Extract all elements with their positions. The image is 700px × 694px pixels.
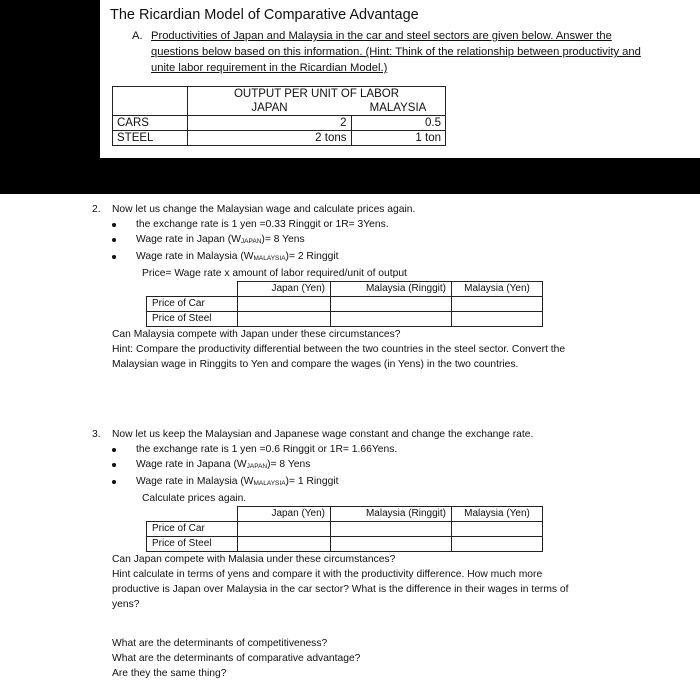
q3-bullet-exchange: the exchange rate is 1 yen =0.6 Ringgit or 1R= 1.66Yens. xyxy=(112,442,592,457)
row-price-car: Price of Car xyxy=(147,297,238,312)
section-a xyxy=(132,28,652,76)
section-a-label: A. xyxy=(132,30,143,42)
q3-bullet-wage-japan: Wage rate in Japana (WJAPAN)= 8 Yens xyxy=(112,457,592,474)
header-japan-yen: Japan (Yen) xyxy=(238,282,331,297)
steel-japan: 2 tons xyxy=(188,131,352,146)
cell-empty xyxy=(331,522,452,537)
cell-empty xyxy=(452,312,543,327)
header-malaysia-yen: Malaysia (Yen) xyxy=(452,282,543,297)
question-2-intro: Now let us change the Malaysian wage and calculate prices again. xyxy=(112,204,416,215)
q3-question: Can Japan compete with Malasia under these circumstances? xyxy=(112,554,396,565)
row-price-steel: Price of Steel xyxy=(147,312,238,327)
cars-malaysia: 0.5 xyxy=(351,116,446,131)
steel-malaysia: 1 ton xyxy=(351,131,446,146)
col-malaysia: MALAYSIA xyxy=(351,101,446,116)
row-label-steel: STEEL xyxy=(113,131,188,146)
output-per-labor-table xyxy=(112,86,446,146)
header-malaysia-ringgit: Malaysia (Ringgit) xyxy=(331,507,452,522)
cell-empty xyxy=(452,522,543,537)
cell-empty xyxy=(238,312,331,327)
output-table-header: OUTPUT PER UNIT OF LABOR xyxy=(188,87,446,102)
cell-empty xyxy=(331,312,452,327)
q3-hint: Hint calculate in terms of yens and compare it with the productivity difference. How much more productive is Japan over Malaysia in the car sector? What is the difference in their wages in terms of yens? xyxy=(112,569,569,610)
q2-question: Can Malaysia compete with Japan under these circumstances? xyxy=(112,329,401,340)
question-2-number: 2. xyxy=(92,204,101,215)
question-3 xyxy=(92,427,592,612)
blank-cell xyxy=(113,87,188,102)
row-price-steel: Price of Steel xyxy=(147,537,238,552)
q3-price-table xyxy=(146,506,543,552)
row-price-car: Price of Car xyxy=(147,522,238,537)
document-title: The Ricardian Model of Comparative Advantage xyxy=(110,7,419,23)
q2-bullet-wage-malaysia: Wage rate in Malaysia (WMALAYSIA)= 2 Ringgit xyxy=(112,249,582,266)
q2-bullet-exchange: the exchange rate is 1 yen =0.33 Ringgit or 1R= 3Yens. xyxy=(112,217,582,232)
section-a-text: Productivities of Japan and Malaysia in the car and steel sectors are given below. Answer the questions below based on this information. (Hint: Think of the relationship between productivity and unite labor requirement in the Ricardian Model.) xyxy=(151,30,641,74)
question-3-intro: Now let us keep the Malaysian and Japanese wage constant and change the exchange rate. xyxy=(112,429,534,440)
header-malaysia-yen: Malaysia (Yen) xyxy=(452,507,543,522)
q2-price-formula: Price= Wage rate x amount of labor required/unit of output xyxy=(142,268,407,279)
cell-empty xyxy=(331,297,452,312)
row-label-cars: CARS xyxy=(113,116,188,131)
question-2 xyxy=(92,202,582,372)
cell-empty xyxy=(331,537,452,552)
q2-price-table xyxy=(146,281,543,327)
header-japan-yen: Japan (Yen) xyxy=(238,507,331,522)
q3-calc-label: Calculate prices again. xyxy=(142,493,247,504)
cell-empty xyxy=(238,537,331,552)
closing-q1: What are the determinants of competitiveness? xyxy=(112,638,328,649)
question-3-number: 3. xyxy=(92,429,101,440)
cell-empty xyxy=(238,522,331,537)
q2-bullet-wage-japan: Wage rate in Japan (WJAPAN)= 8 Yens xyxy=(112,232,582,249)
blank-cell xyxy=(147,282,238,297)
cell-empty xyxy=(238,297,331,312)
blank-cell xyxy=(113,101,188,116)
closing-q3: Are they the same thing? xyxy=(112,668,227,679)
q3-bullet-wage-malaysia: Wage rate in Malaysia (WMALAYSIA)= 1 Ringgit xyxy=(112,474,592,491)
col-japan: JAPAN xyxy=(188,101,352,116)
header-malaysia-ringgit: Malaysia (Ringgit) xyxy=(331,282,452,297)
closing-q2: What are the determinants of comparative advantage? xyxy=(112,653,361,664)
blank-cell xyxy=(147,507,238,522)
q2-hint: Hint: Compare the productivity differential between the two countries in the steel sector. Convert the Malaysian wage in Ringgits to Yen and compare the wages (in Yens) in the two countries. xyxy=(112,344,566,370)
cars-japan: 2 xyxy=(188,116,352,131)
closing-questions xyxy=(112,636,582,681)
cell-empty xyxy=(452,297,543,312)
cell-empty xyxy=(452,537,543,552)
